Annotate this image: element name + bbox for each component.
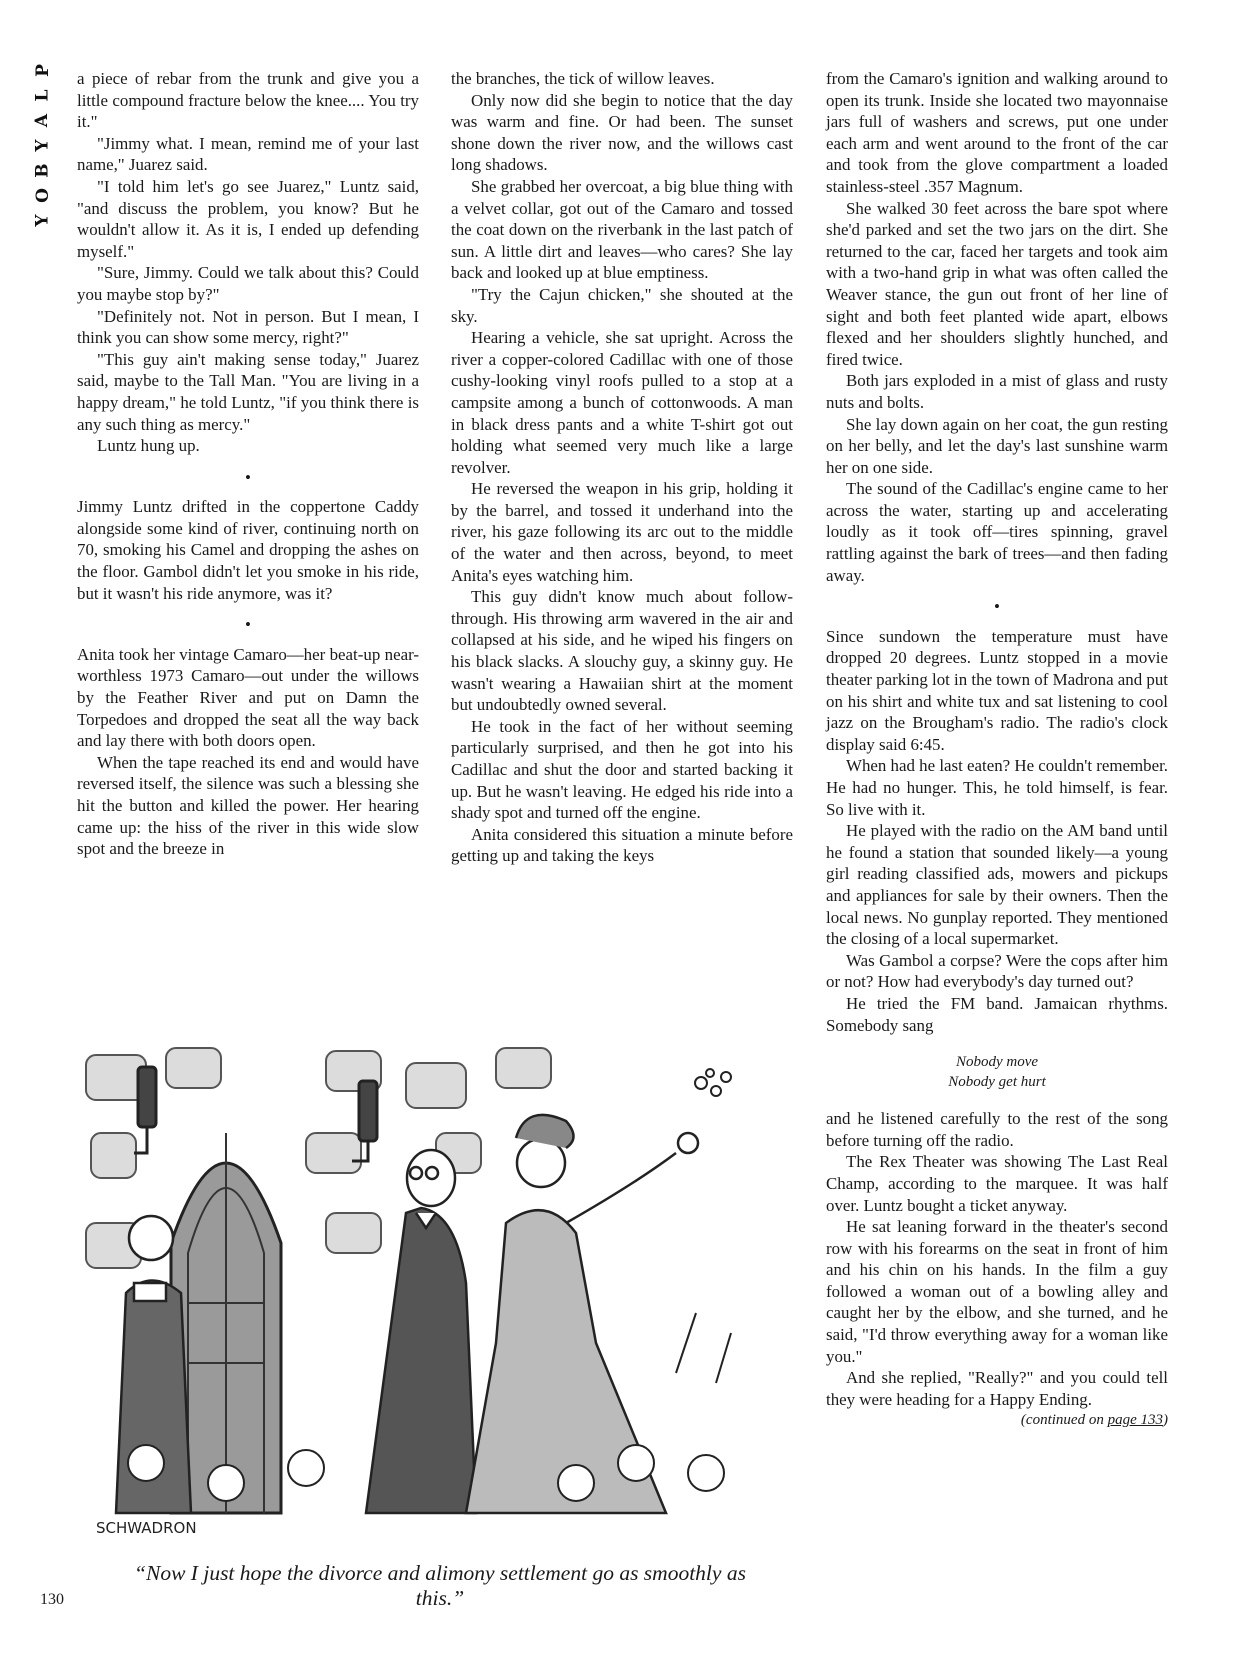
lyric-line: Nobody move — [955, 1054, 1039, 1071]
cartoonist-signature: SCHWADRON — [96, 1519, 197, 1537]
paragraph: He took in the fact of her without seeming particularly surprised, and then he got into his Cadillac and shut the door and started backing it up. But he wasn't leaving. He edged his ride into a shady spot and turned off the engine. — [451, 716, 793, 823]
masthead-letter: Y — [32, 139, 53, 152]
paragraph: "Sure, Jimmy. Could we talk about this? Could you maybe stop by?" — [77, 263, 419, 304]
masthead-letter: B — [32, 163, 53, 178]
masthead-letter: P — [32, 64, 53, 77]
paragraph: She walked 30 feet across the bare spot where she'd parked and set the two jars on the dirt. She returned to the car, faced her targets and took aim with a two-hand grip in what was often called the Weaver stance, the gun out front of her line of sight and both feet planted wide apart, elbows flexed and her shoulders slightly hunched, and fired twice. — [826, 198, 1168, 369]
continued-page-link[interactable]: page 133 — [1107, 1412, 1163, 1429]
paragraph: He sat leaning forward in the theater's second row with his forearms on the seat in front of him and his chin on his hands. In the film a guy followed a woman out of a bowling alley and caught her by the elbow, and she turned, and he said, "I'd throw everything away for a woman like you." — [826, 1217, 1168, 1366]
masthead — [30, 58, 56, 233]
paragraph: "Try the Cajun chicken," she shouted at the sky. — [451, 284, 793, 326]
paragraph: Since sundown the temperature must have dropped 20 degrees. Luntz stopped in a movie theater parking lot in the town of Madrona and put on his shirt and white tux and sat listening to cool jazz on the Brougham's radio. The radio's clock display said 6:45. — [826, 626, 1168, 754]
paragraph: Hearing a vehicle, she sat upright. Across the river a copper-colored Cadillac with one of those cushy-looking vinyl roofs pulled to a stop at a campsite among a bunch of cottonwoods. A man in black dress pants and a white T-shirt got out holding what seemed very much like a large revolver. — [451, 328, 793, 477]
paragraph: Both jars exploded in a mist of glass and rusty nuts and bolts. — [826, 371, 1168, 412]
continued-prefix: (continued on — [1020, 1412, 1108, 1429]
masthead-letter: A — [32, 113, 53, 128]
section-break: • — [994, 597, 1000, 617]
continued-suffix: ) — [1163, 1412, 1168, 1429]
text-column-3 — [826, 68, 1168, 1432]
paragraph: Luntz hung up. — [97, 436, 200, 456]
section-break: • — [245, 467, 251, 487]
lyric-line: Nobody get hurt — [948, 1074, 1046, 1091]
paragraph: "Definitely not. Not in person. But I mean, I think you can show some mercy, right?" — [77, 306, 419, 348]
paragraph: She grabbed her overcoat, a big blue thing with a velvet collar, got out of the Camaro and tossed the coat down on the riverbank in the last patch of sun. A little dirt and leaves—who cares? She lay back and looked up at blue emptiness. — [451, 176, 793, 283]
paragraph: "Jimmy what. I mean, remind me of your last name," Juarez said. — [77, 133, 419, 175]
text-column-1 — [77, 68, 419, 860]
continued-note — [826, 1410, 1168, 1432]
masthead-letter: L — [32, 89, 53, 102]
paragraph: the branches, the tick of willow leaves. — [451, 69, 715, 88]
paragraph: She lay down again on her coat, the gun resting on her belly, and let the day's last sunshine warm her on one side. — [826, 414, 1168, 477]
paragraph: The Rex Theater was showing The Last Real Champ, according to the marquee. It was half over. Luntz bought a ticket anyway. — [826, 1152, 1168, 1215]
page-number: 130 — [40, 1591, 64, 1608]
paragraph: When the tape reached its end and would have reversed itself, the silence was such a blessing she hit the button and killed the power. Her hearing came up: the hiss of the river in this wide slow spot and the breeze in — [77, 752, 419, 859]
paragraph: And she replied, "Really?" and you could tell they were heading for a Happy Ending. — [826, 1368, 1168, 1409]
paragraph: "This guy ain't making sense today," Juarez said, maybe to the Tall Man. "You are living in a happy dream," he told Luntz, "if you think there is any such thing as mercy." — [77, 349, 419, 434]
masthead-letter: O — [32, 188, 53, 203]
paragraph: a piece of rebar from the trunk and give you a little compound fracture below the knee.... You try it." — [77, 69, 419, 132]
paragraph: "I told him let's go see Juarez," Luntz said, "and discuss the problem, you know? But he wouldn't allow it. As it is, I ended up defending myself." — [77, 176, 419, 261]
paragraph: from the Camaro's ignition and walking around to open its trunk. Inside she located two mayonnaise jars full of washers and screws, put one under each arm and went around to the front of the car and took from the glove compartment a loaded stainless-steel .357 Magnum. — [826, 69, 1168, 196]
paragraph: The sound of the Cadillac's engine came to her across the water, starting up and accelerating loudly as it took off—tires spinning, gravel rattling against the bark of trees—and then fading away. — [826, 479, 1168, 585]
paragraph: and he listened carefully to the rest of the song before turning off the radio. — [826, 1109, 1168, 1150]
paragraph: Anita considered this situation a minute before getting up and taking the keys — [451, 824, 793, 866]
paragraph: When had he last eaten? He couldn't remember. He had no hunger. This, he told himself, is fear. So live with it. — [826, 756, 1168, 819]
paragraph: Anita took her vintage Camaro—her beat-up near-worthless 1973 Camaro—out under the willows by the Feather River and put on Damn the Torpedoes and dropped the seat all the way back and lay there with both doors open. — [77, 644, 419, 751]
paragraph: Only now did she begin to notice that the day was warm and fine. Or had been. The sunset shone down the river now, and the willows cast long shadows. — [451, 90, 793, 175]
song-lyrics — [826, 1052, 1168, 1092]
paragraph: Was Gambol a corpse? Were the cops after him or not? How had everybody's day turned out? — [826, 950, 1168, 992]
paragraph: He tried the FM band. Jamaican rhythms. Somebody sang — [826, 993, 1168, 1035]
paragraph: Jimmy Luntz drifted in the coppertone Caddy alongside some kind of river, continuing north on 70, smoking his Camel and dropping the ashes on the floor. Gambol didn't let you smoke in his ride, but it wasn't his ride anymore, was it? — [77, 497, 419, 603]
text-column-2 — [451, 68, 793, 867]
paragraph: This guy didn't know much about follow-through. His throwing arm wavered in the air and collapsed at his side, and he wiped his fingers on his black slacks. A slouchy guy, a skinny guy. He wasn't wearing a Hawaiian shirt at the moment but undoubtedly owned several. — [451, 587, 793, 715]
cartoon-illustration — [76, 1043, 749, 1546]
masthead-letter: Y — [32, 214, 53, 227]
section-break: • — [245, 615, 251, 635]
cartoon-caption: “Now I just hope the divorce and alimony settlement go as smoothly as this.” — [134, 1561, 746, 1610]
paragraph: He reversed the weapon in his grip, holding it by the barrel, and tossed it underhand into the river, his gaze following its arc out to the middle of the water and then across, beyond, to meet Anita's eyes watching him. — [451, 479, 793, 585]
paragraph: He played with the radio on the AM band until he found a station that sounded likely—a young girl reading classified ads, mowers and pickups and appliances for sale by their owners. Then the local news. No gunplay reported. They mentioned the closing of a local supermarket. — [826, 821, 1168, 949]
